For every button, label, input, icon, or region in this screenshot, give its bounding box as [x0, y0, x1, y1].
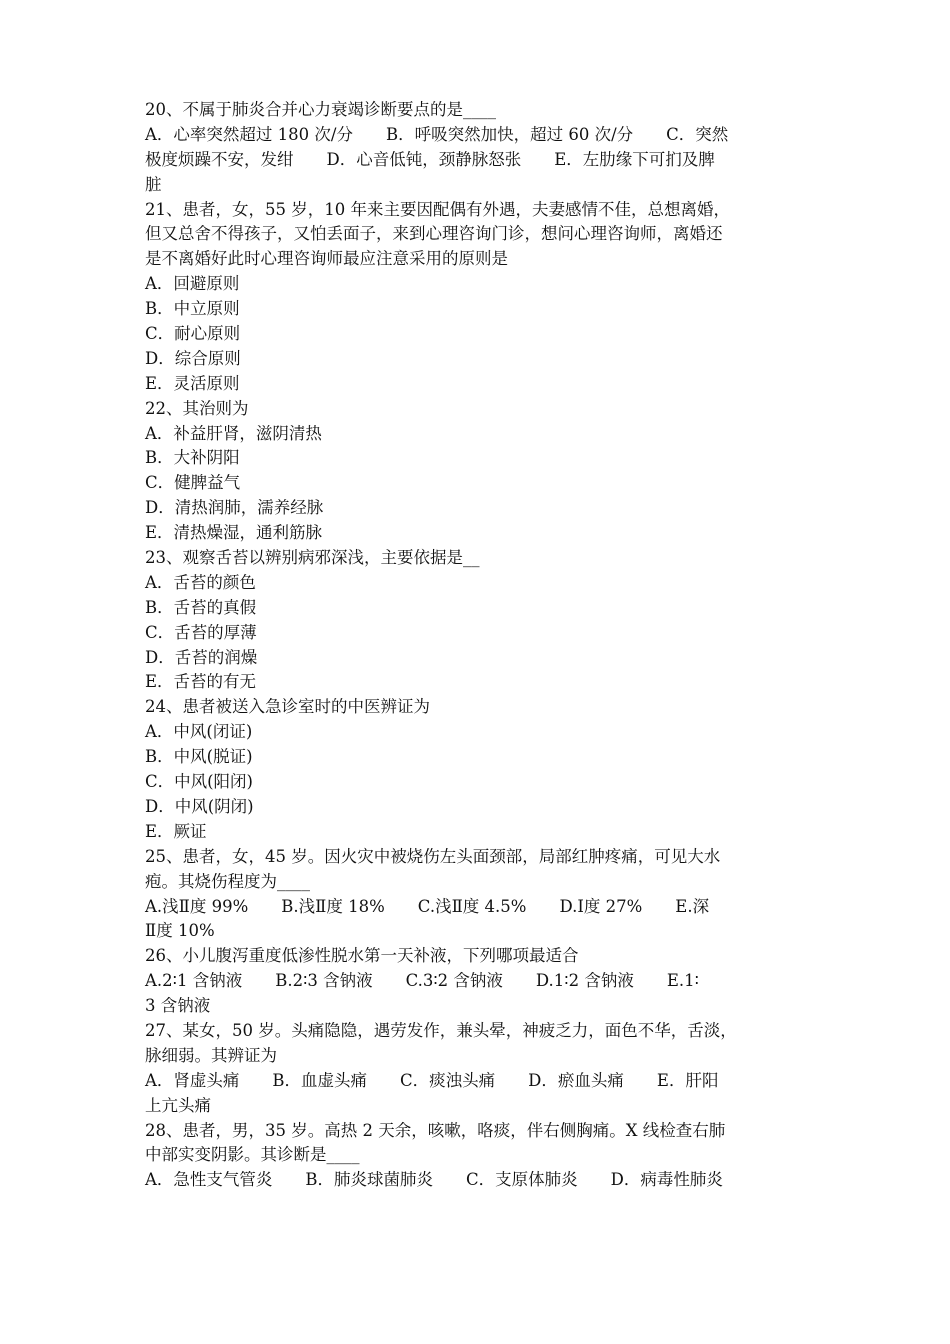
q28-stem-line-2: 中部实变阴影。其诊断是____ [145, 1145, 360, 1165]
q22-option-b: B．大补阴阳 [145, 448, 240, 468]
q22-option-a: A．补益肝肾，滋阴清热 [145, 423, 322, 443]
q25-options-line-2: Ⅱ度 10% [145, 921, 215, 941]
q21-stem-line-2: 但又总舍不得孩子，又怕丢面子，来到心理咨询门诊，想问心理咨询师，离婚还 [145, 224, 723, 244]
q24-option-c: C．中风(阳闭) [145, 772, 253, 792]
q23-option-e: E．舌苔的有无 [145, 672, 257, 692]
q21-option-c: C．耐心原则 [145, 324, 241, 344]
q23-stem: 23、观察舌苔以辨别病邪深浅，主要依据是__ [145, 548, 480, 568]
q26-options-line-1: A.2∶1 含钠液 B.2∶3 含钠液 C.3∶2 含钠液 D.1∶2 含钠液 E.1∶ [145, 971, 699, 991]
q27-options-line-1: A．肾虚头痛 B．血虚头痛 C．痰浊头痛 D．瘀血头痛 E．肝阳 [145, 1070, 719, 1090]
q22-option-e: E．清热燥湿，通利筋脉 [145, 523, 323, 543]
q25-options-line-1: A.浅Ⅱ度 99% B.浅Ⅱ度 18% C.浅Ⅱ度 4.5% D.Ⅰ度 27% E.深 [145, 896, 710, 916]
q27-stem-line-2: 脉细弱。其辨证为 [145, 1045, 277, 1065]
q26-stem: 26、小儿腹泻重度低渗性脱水第一天补液，下列哪项最适合 [145, 946, 579, 966]
q24-option-b: B．中风(脱证) [145, 747, 253, 767]
q23-option-b: B．舌苔的真假 [145, 597, 257, 617]
q22-option-d: D．清热润肺，濡养经脉 [145, 498, 324, 518]
q25-stem-line-1: 25、患者，女，45 岁。因火灾中被烧伤左头面颈部，局部红肿疼痛，可见大水 [145, 846, 721, 866]
q21-stem-line-1: 21、患者，女，55 岁，10 年来主要因配偶有外遇，夫妻感情不佳，总想离婚， [145, 199, 730, 219]
q28-stem-line-1: 28、患者，男，35 岁。高热 2 天余，咳嗽，咯痰，伴右侧胸痛。X 线检查右肺 [145, 1120, 726, 1140]
q27-options-line-2: 上亢头痛 [145, 1095, 211, 1115]
q22-stem: 22、其治则为 [145, 398, 249, 418]
q23-option-c: C．舌苔的厚薄 [145, 622, 257, 642]
q20-stem: 20、不属于肺炎合并心力衰竭诊断要点的是____ [145, 100, 496, 119]
q21-option-d: D．综合原则 [145, 348, 241, 368]
q25-stem-line-2: 疱。其烧伤程度为____ [145, 871, 310, 891]
q20-options-line-3: 脏 [145, 174, 162, 194]
q21-option-e: E．灵活原则 [145, 373, 240, 393]
q20-options-line-1: A．心率突然超过 180 次/分 B．呼吸突然加快，超过 60 次/分 C．突然 [145, 124, 729, 144]
q22-option-c: C．健脾益气 [145, 473, 241, 493]
q21-option-b: B．中立原则 [145, 299, 240, 319]
q27-stem-line-1: 27、某女，50 岁。头痛隐隐，遇劳发作，兼头晕，神疲乏力，面色不华，舌淡， [145, 1020, 737, 1040]
q23-option-d: D．舌苔的润燥 [145, 647, 258, 667]
q21-stem-line-3: 是不离婚好此时心理咨询师最应注意采用的原则是 [145, 249, 508, 269]
q24-option-d: D．中风(阴闭) [145, 796, 254, 816]
q24-option-a: A．中风(闭证) [145, 722, 253, 742]
question-text-block [145, 98, 810, 1193]
q20-options-line-2: 极度烦躁不安，发绀 D．心音低钝，颈静脉怒张 E．左肋缘下可扪及脾 [145, 149, 715, 169]
q24-stem: 24、患者被送入急诊室时的中医辨证为 [145, 697, 430, 717]
q24-option-e: E．厥证 [145, 821, 207, 841]
q21-option-a: A．回避原则 [145, 274, 240, 294]
q28-options-line-1: A．急性支气管炎 B．肺炎球菌肺炎 C．支原体肺炎 D．病毒性肺炎 [145, 1170, 723, 1190]
q23-option-a: A．舌苔的颜色 [145, 572, 256, 592]
q26-options-line-2: 3 含钠液 [145, 996, 211, 1016]
